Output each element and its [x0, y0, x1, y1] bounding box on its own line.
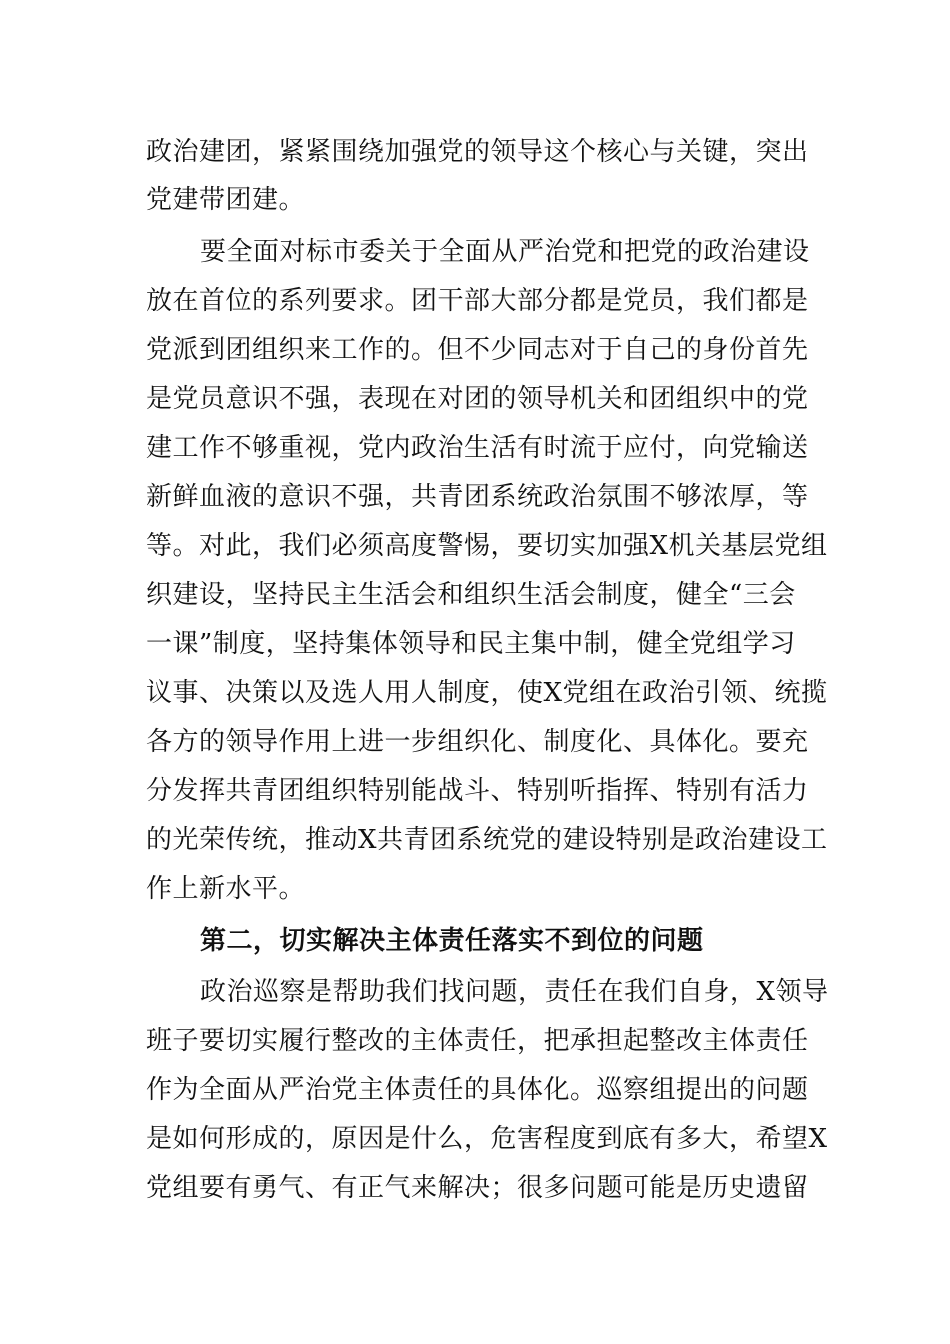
- text-line: 各方的领导作用上进一步组织化、制度化、具体化。要充: [146, 727, 809, 757]
- text-line: 织建设，坚持民主生活会和组织生活会制度，健全“三会: [146, 580, 796, 610]
- text-line: 是党员意识不强，表现在对团的领导机关和团组织中的党: [146, 384, 809, 414]
- text-line: 党派到团组织来工作的。但不少同志对于自己的身份首先: [146, 335, 809, 365]
- text-line: 作上新水平。: [146, 874, 306, 904]
- text-line: 新鲜血液的意识不强，共青团系统政治氛围不够浓厚，等: [146, 482, 809, 512]
- text-line: 一课”制度，坚持集体领导和民主集中制，健全党组学习: [146, 629, 796, 659]
- text-line: 议事、决策以及选人用人制度，使X党组在政治引领、统揽: [146, 678, 828, 708]
- paragraph-start-line: 政治巡察是帮助我们找问题，责任在我们自身，X领导: [200, 977, 829, 1007]
- text-line: 建工作不够重视，党内政治生活有时流于应付，向党输送: [146, 433, 809, 463]
- text-line: 是如何形成的，原因是什么，危害程度到底有多大，希望X: [146, 1124, 828, 1154]
- text-line: 党组要有勇气、有正气来解决；很多问题可能是历史遗留: [146, 1173, 809, 1203]
- paragraph-start-line: 要全面对标市委关于全面从严治党和把党的政治建设: [200, 237, 810, 267]
- text-line: 政治建团，紧紧围绕加强党的领导这个核心与关键，突出: [146, 137, 809, 167]
- text-line: 分发挥共青团组织特别能战斗、特别听指挥、特别有活力: [146, 776, 809, 806]
- text-line: 放在首位的系列要求。团干部大部分都是党员，我们都是: [146, 286, 809, 316]
- section-heading: 第二，切实解决主体责任落实不到位的问题: [200, 926, 704, 956]
- text-line: 党建带团建。: [146, 185, 306, 215]
- text-line: 班子要切实履行整改的主体责任，把承担起整改主体责任: [146, 1026, 809, 1056]
- text-line: 作为全面从严治党主体责任的具体化。巡察组提出的问题: [146, 1075, 809, 1105]
- text-line: 的光荣传统，推动X共青团系统党的建设特别是政治建设工: [146, 825, 828, 855]
- text-line: 等。对此，我们必须高度警惕，要切实加强X机关基层党组: [146, 531, 828, 561]
